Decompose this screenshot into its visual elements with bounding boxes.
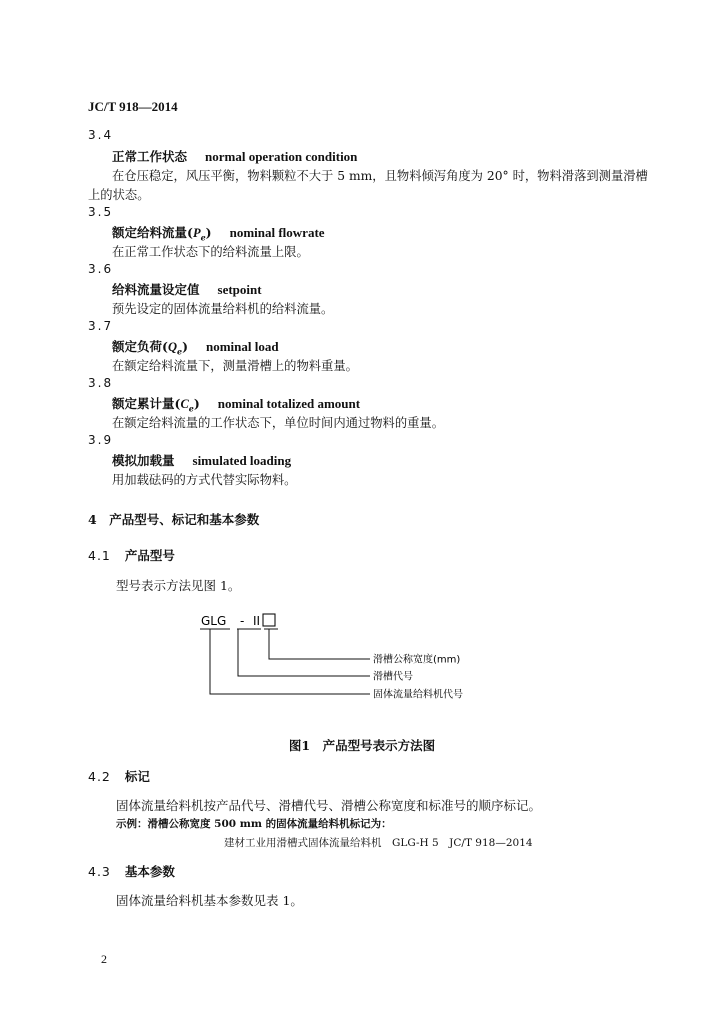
term-title [112, 147, 357, 165]
term-en: nominal load [205, 339, 279, 354]
subsection-heading [88, 862, 175, 880]
term-definition: 预先设定的固体流量给料机的给料流量。 [112, 302, 334, 316]
term-title: 额定累计量$(C_e)$ nominal totalized amount [112, 396, 361, 414]
term-symbol: Q [167, 340, 177, 354]
page-number: 2 [101, 952, 107, 966]
subsection-title: 产品型号 [124, 548, 175, 563]
standard-header: JC/T 918—2014 [88, 99, 178, 114]
leader-product [210, 629, 370, 694]
leader-chute [238, 629, 370, 676]
term-zh: 额定累计量 [112, 396, 175, 411]
term-definition: 在额定给料流量下，测量滑槽上的物料重量。 [112, 359, 358, 373]
term-number: 3.9 [88, 433, 114, 447]
width-placeholder-box [263, 614, 275, 626]
term-title [112, 451, 291, 469]
term-symbol: P [192, 226, 201, 240]
term-symbol-sub: e [176, 346, 183, 357]
subsection-heading [88, 767, 150, 785]
term-title: 额定给料流量$(P_e)$ nominal flowrate [112, 225, 325, 243]
term-title [112, 280, 262, 298]
term-zh: 额定负荷 [112, 339, 163, 354]
subsection-number: 4.1 [88, 548, 111, 563]
label-product: 固体流量给料机代号 [373, 689, 463, 701]
term-zh: 正常工作状态 [112, 149, 188, 164]
code-roman: II [253, 614, 261, 628]
label-width: 滑槽公称宽度(mm) [373, 654, 461, 666]
paragraph: 固体流量给料机按产品代号、滑槽代号、滑槽公称宽度和标准号的顺序标记。 [116, 798, 542, 813]
subsection-title: 标记 [124, 769, 150, 784]
example-label: 示例：滑槽公称宽度 500 mm 的固体流量给料机标记为： [116, 818, 392, 830]
model-code-diagram [190, 605, 490, 709]
term-definition: 在额定给料流量的工作状态下，单位时间内通过物料的重量。 [112, 416, 445, 430]
term-number: 3.6 [88, 262, 114, 276]
leader-width [269, 629, 370, 659]
term-zh: 额定给料流量 [112, 225, 188, 240]
term-definition-cont: 上的状态。 [88, 188, 150, 202]
term-symbol-sub: e [188, 403, 194, 414]
paragraph: 固体流量给料机基本参数见表 1。 [116, 893, 303, 908]
term-en: nominal flowrate [229, 225, 325, 240]
term-en: normal operation condition [205, 149, 358, 164]
term-number: 3.8 [88, 376, 114, 390]
paragraph: 型号表示方法见图 1。 [116, 578, 241, 593]
subsection-number: 4.3 [88, 864, 111, 879]
term-number: 3.4 [88, 128, 114, 142]
example-mark: 建材工业用滑槽式固体流量给料机 GLG-H 5 JC/T 918—2014 [224, 837, 533, 849]
term-number: 3.5 [88, 205, 114, 219]
term-definition: 在正常工作状态下的给料流量上限。 [112, 245, 309, 259]
term-zh: 给料流量设定值 [112, 282, 200, 297]
section-heading: 4 产品型号、标记和基本参数 [88, 512, 260, 527]
figure-caption: 图1 产品型号表示方法图 [288, 738, 436, 753]
code-prefix: GLG [201, 614, 227, 628]
code-dash: - [240, 614, 245, 628]
subsection-heading [88, 546, 175, 564]
term-symbol: C [180, 397, 189, 411]
term-zh: 模拟加载量 [112, 453, 175, 468]
term-title: 额定负荷$(Q_e)$ nominal load [112, 339, 279, 357]
term-number: 3.7 [88, 319, 114, 333]
label-chute: 滑槽代号 [373, 671, 413, 683]
term-symbol-sub: e [200, 232, 206, 243]
term-definition: 用加载砝码的方式代替实际物料。 [112, 473, 297, 487]
term-en: simulated loading [192, 453, 292, 468]
term-en: nominal totalized amount [217, 396, 361, 411]
term-en: setpoint [217, 282, 262, 297]
subsection-number: 4.2 [88, 769, 111, 784]
subsection-title: 基本参数 [124, 864, 175, 879]
term-definition: 在仓压稳定，风压平衡，物料颗粒不大于 5 mm，且物料倾泻角度为 20° 时，物料滑落到测量滑槽 [112, 169, 648, 183]
